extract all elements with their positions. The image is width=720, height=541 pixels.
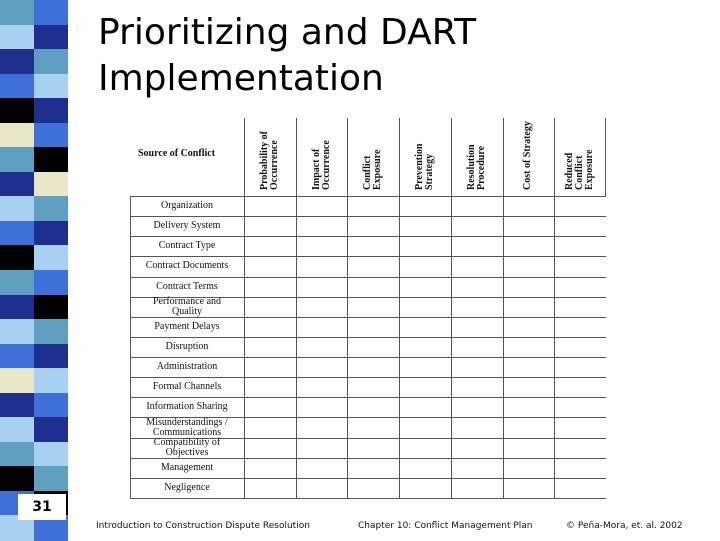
column-header (467, 144, 487, 190)
strip-block (0, 295, 34, 321)
column-header-line: Exposure (584, 149, 596, 190)
column-header-line: Impact of (310, 148, 322, 190)
strip-block (34, 319, 68, 345)
footer-course: Introduction to Construction Dispute Resolution (96, 521, 310, 531)
strip-block (34, 25, 68, 51)
column-header-line: Procedure (475, 145, 487, 190)
row-label-line: Disruption (165, 340, 209, 352)
column-header (363, 150, 383, 190)
strip-block (34, 368, 68, 394)
strip-block (34, 98, 68, 124)
row-label (130, 438, 244, 458)
decorative-side-strip (0, 0, 68, 540)
title-line-2: Implementation (98, 58, 384, 99)
row-label (130, 256, 244, 276)
strip-block (34, 196, 68, 222)
strip-block (0, 344, 34, 370)
dart-table (130, 118, 606, 498)
strip-block (0, 442, 34, 468)
row-label-line: Contract Documents (145, 260, 229, 272)
column-header (312, 140, 332, 190)
strip-block (34, 147, 68, 173)
strip-block (0, 172, 34, 198)
strip-block (34, 466, 68, 492)
row-label-line: Contract Type (158, 240, 216, 252)
strip-block (0, 221, 34, 247)
row-label (130, 277, 244, 297)
table-gridline (130, 498, 606, 499)
strip-block (34, 221, 68, 247)
strip-block (0, 319, 34, 345)
row-label-line: Quality (172, 305, 202, 317)
column-header (523, 121, 533, 190)
column-header-line: Reduced (564, 152, 576, 190)
row-label-line: Compatibility of (153, 436, 221, 448)
row-label (130, 458, 244, 478)
title-line-1: Prioritizing and DART (98, 12, 477, 53)
row-label-line: Formal Channels (152, 381, 222, 393)
row-label (130, 478, 244, 498)
strip-block (34, 417, 68, 443)
row-label (130, 236, 244, 256)
strip-block (0, 25, 34, 51)
strip-block (0, 417, 34, 443)
slide-number: 31 (18, 494, 66, 520)
strip-block (0, 270, 34, 296)
strip-block (34, 295, 68, 321)
footer-chapter: Chapter 10: Conflict Management Plan (358, 521, 533, 531)
strip-block (34, 0, 68, 26)
strip-block (0, 98, 34, 124)
source-of-conflict-header: Source of Conflict (138, 148, 216, 159)
column-header-line: Conflict (574, 155, 586, 190)
column-header (415, 144, 435, 190)
row-label-line: Delivery System (153, 220, 221, 232)
table-gridline (296, 118, 297, 498)
column-header-line: Resolution (465, 144, 477, 190)
strip-block (34, 270, 68, 296)
strip-block (0, 0, 34, 26)
column-header-line: Occurrence (320, 140, 332, 190)
slide-footer (0, 521, 720, 535)
strip-block (0, 74, 34, 100)
row-label (130, 297, 244, 317)
strip-block (34, 344, 68, 370)
table-gridline (347, 118, 348, 498)
row-label (130, 397, 244, 417)
column-header (260, 131, 280, 190)
column-header-line: Prevention (414, 143, 425, 190)
row-label (130, 417, 244, 437)
row-label-line: Performance and (152, 295, 222, 307)
strip-block (0, 368, 34, 394)
row-label (130, 357, 244, 377)
strip-block (0, 466, 34, 492)
table-gridline (399, 118, 400, 498)
strip-block (0, 196, 34, 222)
table-gridline (244, 118, 245, 498)
table-gridline (130, 196, 131, 498)
strip-block (0, 49, 34, 75)
strip-block (34, 442, 68, 468)
row-label-line: Misunderstandings / (146, 416, 228, 428)
row-label (130, 337, 244, 357)
row-label-line: Information Sharing (146, 401, 228, 413)
strip-block (0, 245, 34, 271)
column-header-line: Conflict (362, 155, 374, 190)
row-label-line: Administration (156, 361, 218, 373)
row-label (130, 196, 244, 216)
table-gridline (503, 118, 504, 498)
strip-block (0, 147, 34, 173)
row-label-line: Objectives (165, 446, 209, 458)
column-header (565, 150, 595, 190)
column-header-line: Cost of Strategy (522, 121, 534, 190)
row-label-line: Management (160, 461, 214, 473)
strip-block (34, 172, 68, 198)
row-label (130, 216, 244, 236)
column-header-line: Strategy (424, 153, 435, 190)
row-label-line: Negligence (164, 481, 210, 493)
row-label-line: Payment Delays (154, 320, 220, 332)
strip-block (34, 245, 68, 271)
strip-block (0, 393, 34, 419)
row-label-line: Contract Terms (156, 280, 218, 292)
column-header-line: Exposure (372, 149, 384, 190)
slide-title (98, 10, 658, 102)
table-gridline (554, 118, 555, 498)
strip-block (34, 123, 68, 149)
strip-block (34, 49, 68, 75)
row-label-line: Organization (160, 200, 214, 212)
row-label (130, 377, 244, 397)
table-gridline (451, 118, 452, 498)
table-gridline (605, 118, 606, 196)
row-label (130, 317, 244, 337)
strip-block (34, 74, 68, 100)
strip-block (34, 393, 68, 419)
strip-block (0, 123, 34, 149)
column-header-line: Probability of (258, 131, 270, 190)
row-label-line: Communications (152, 426, 222, 438)
column-header-line: Occurrence (268, 140, 280, 190)
footer-credit: © Peña-Mora, et. al. 2002 (566, 521, 683, 531)
